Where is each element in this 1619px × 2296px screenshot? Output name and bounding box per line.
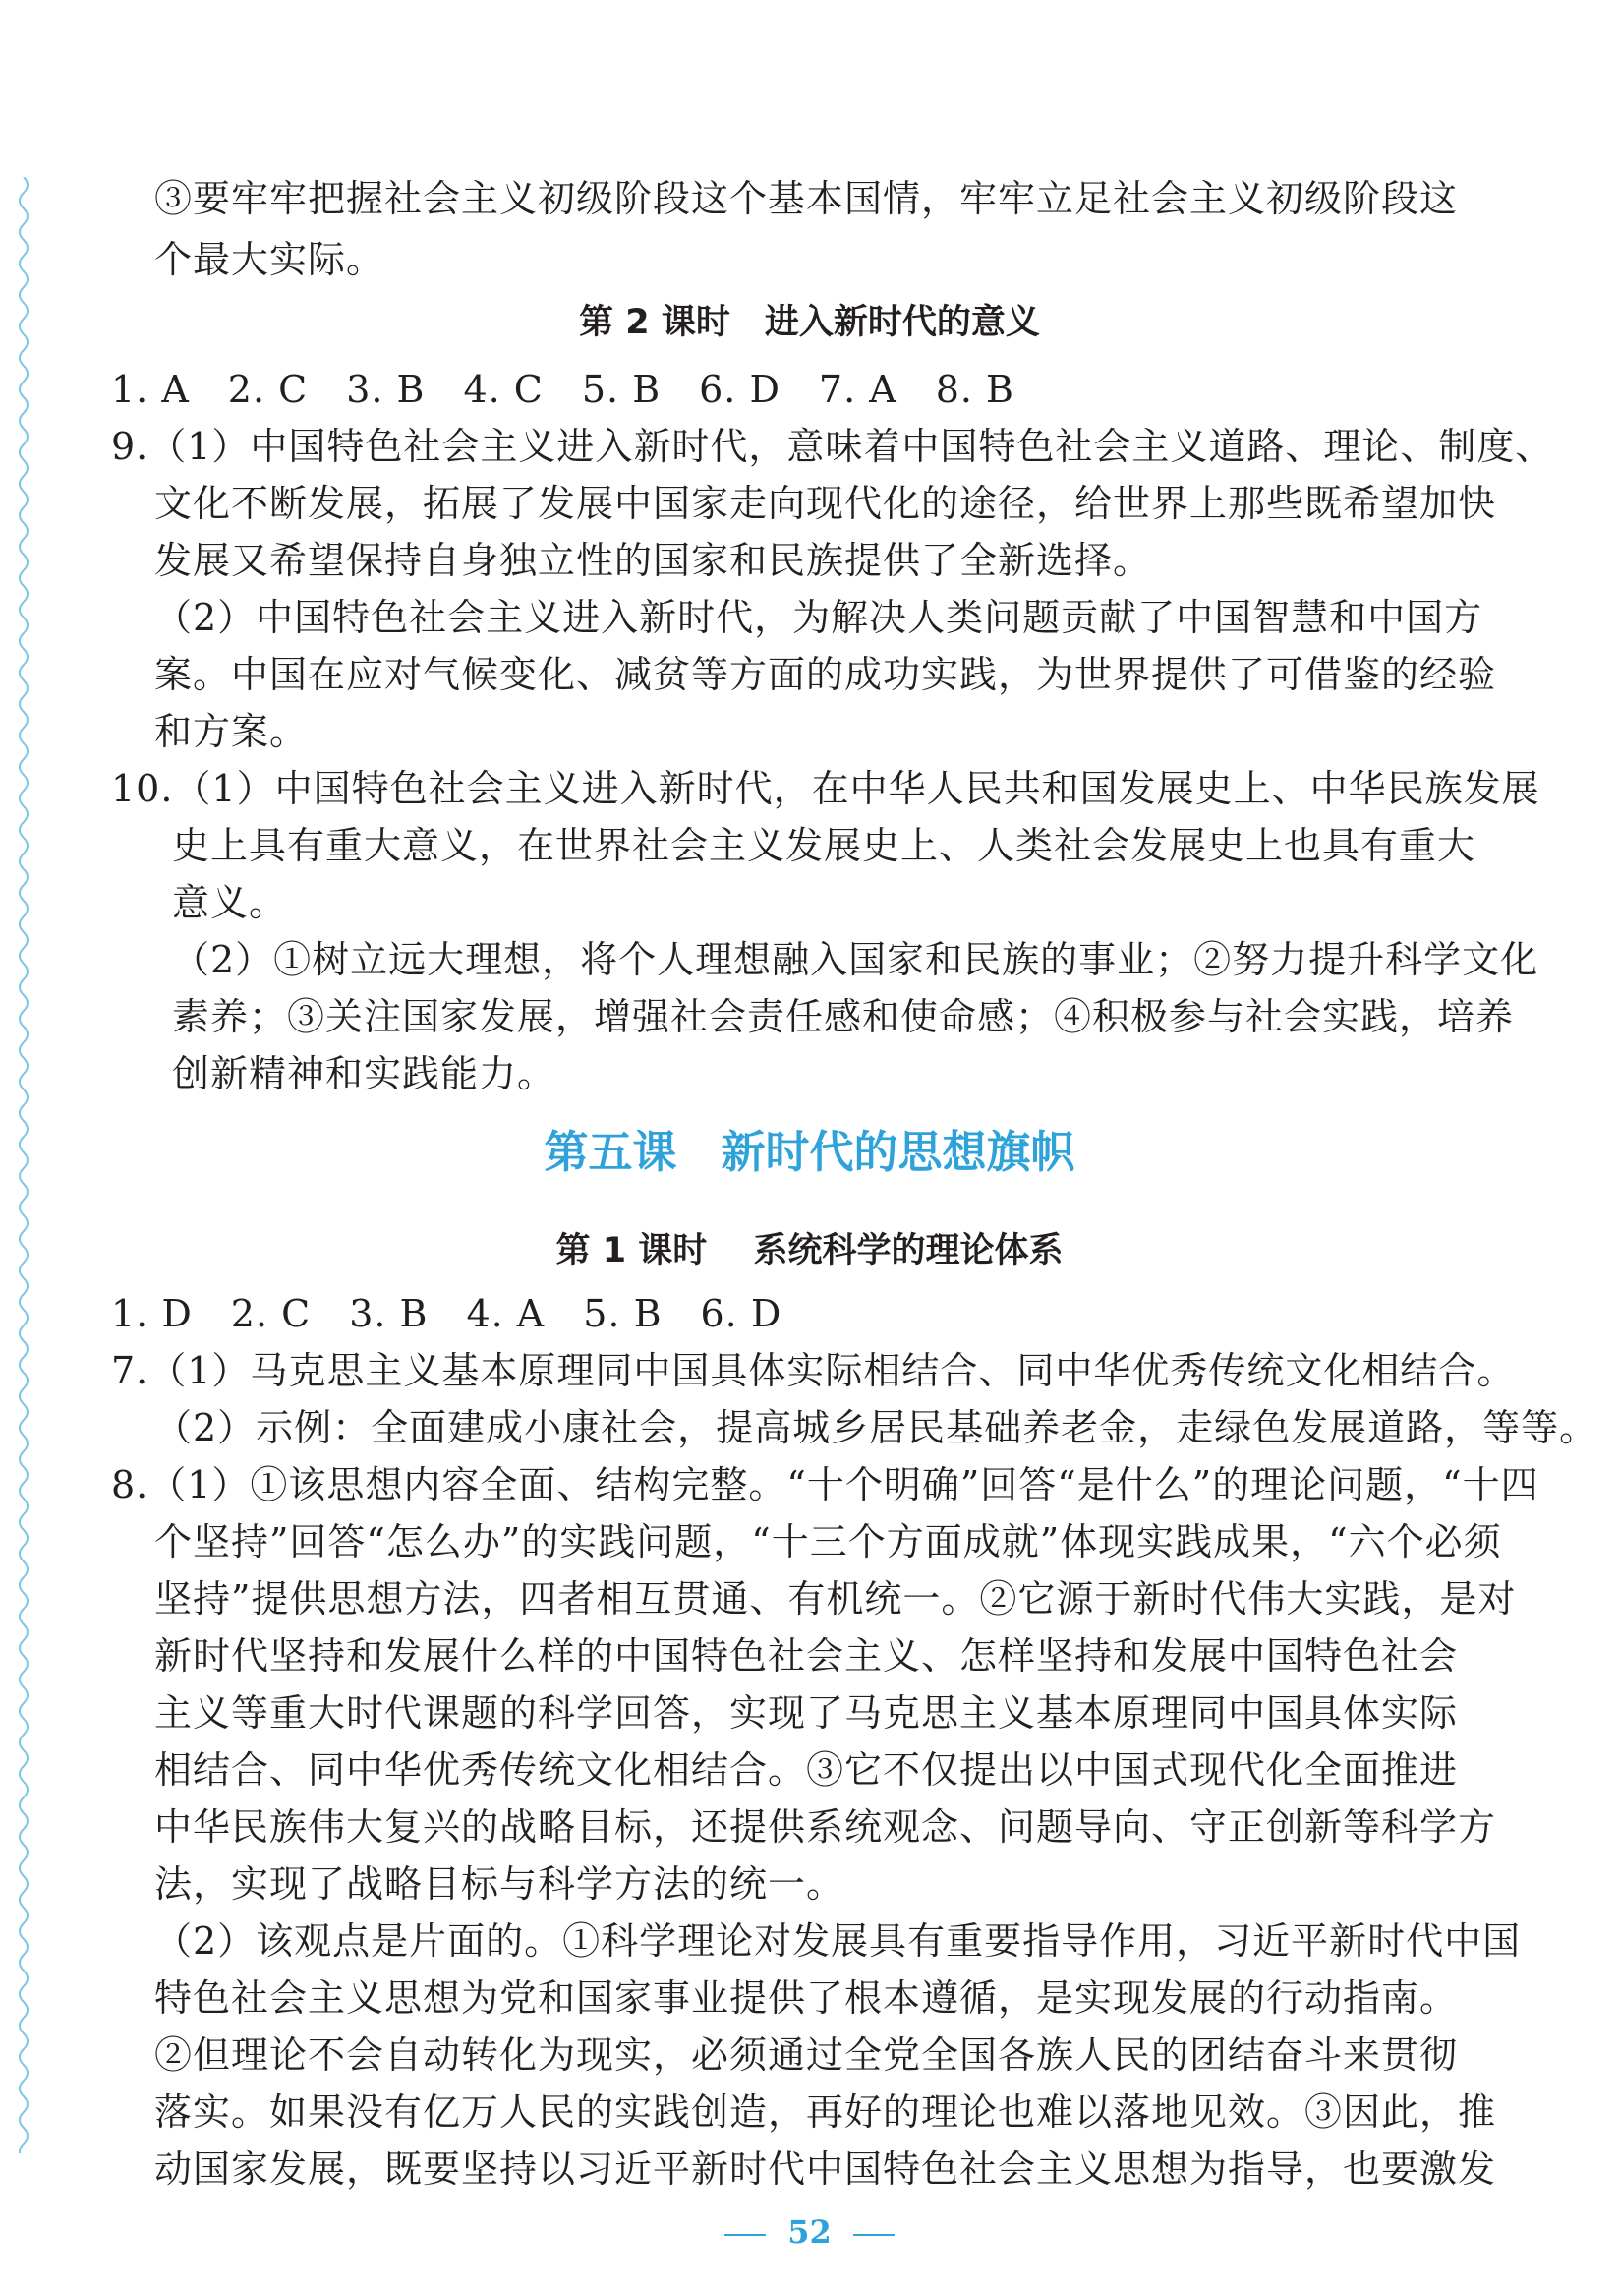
text-line: 相结合、同中华优秀传统文化相结合。③它不仅提出以中国式现代化全面推进 <box>154 1748 1459 1792</box>
text-line: 坚持”提供思想方法，四者相互贯通、有机统一。②它源于新时代伟大实践，是对 <box>154 1577 1517 1620</box>
text-line: 素养；③关注国家发展，增强社会责任感和使命感；④积极参与社会实践，培养 <box>172 995 1515 1038</box>
text-line: 发展又希望保持自身独立性的国家和民族提供了全新选择。 <box>154 539 1152 582</box>
text-line: 史上具有重大意义，在世界社会主义发展史上、人类社会发展史上也具有重大 <box>172 824 1476 867</box>
text-line: （2）该观点是片面的。①科学理论对发展具有重要指导作用，习近平新时代中国 <box>154 1919 1522 1963</box>
page-footer <box>0 2212 1619 2252</box>
answer-line: 1. D 2. C 3. B 4. A 5. B 6. D <box>111 1292 782 1335</box>
text-line: 9.（1）中国特色社会主义进入新时代，意味着中国特色社会主义道路、理论、制度、 <box>111 425 1554 468</box>
text-line: 中华民族伟大复兴的战略目标，还提供系统观念、问题导向、守正创新等科学方 <box>154 1805 1497 1849</box>
text-line: 意义。 <box>172 881 288 924</box>
text-line: 7.（1）马克思主义基本原理同中国具体实际相结合、同中华优秀传统文化相结合。 <box>111 1349 1516 1392</box>
text-line: （2）中国特色社会主义进入新时代，为解决人类问题贡献了中国智慧和中国方 <box>154 596 1483 639</box>
section-heading: 第 2 课时 进入新时代的意义 <box>579 303 1040 342</box>
text-line: 落实。如果没有亿万人民的实践创造，再好的理论也难以落地见效。③因此，推 <box>154 2090 1497 2134</box>
lesson-title: 第五课 新时代的思想旗帜 <box>544 1126 1075 1178</box>
text-line: （2）①树立远大理想，将个人理想融入国家和民族的事业；②努力提升科学文化 <box>172 938 1539 981</box>
footer-dash-left <box>724 2234 766 2236</box>
text-line: 主义等重大时代课题的科学回答，实现了马克思主义基本原理同中国具体实际 <box>154 1691 1459 1735</box>
text-line: 法，实现了战略目标与科学方法的统一。 <box>154 1862 845 1906</box>
text-line: 文化不断发展，拓展了发展中国家走向现代化的途径，给世界上那些既希望加快 <box>154 482 1497 525</box>
text-line: 动国家发展，既要坚持以习近平新时代中国特色社会主义思想为指导，也要激发 <box>154 2148 1497 2191</box>
text-line: ③要牢牢把握社会主义初级阶段这个基本国情，牢牢立足社会主义初级阶段这 <box>154 177 1459 220</box>
text-line: 案。中国在应对气候变化、减贫等方面的成功实践，为世界提供了可借鉴的经验 <box>154 653 1497 696</box>
answer-line: 1. A 2. C 3. B 4. C 5. B 6. D 7. A 8. B <box>111 368 1014 411</box>
footer-dash-right <box>853 2234 895 2236</box>
text-line: 8.（1）①该思想内容全面、结构完整。“十个明确”回答“是什么”的理论问题，“十四 <box>111 1463 1539 1506</box>
text-line: 新时代坚持和发展什么样的中国特色社会主义、怎样坚持和发展中国特色社会 <box>154 1634 1459 1678</box>
text-line: 个最大实际。 <box>154 238 385 281</box>
text-line: 个坚持”回答“怎么办”的实践问题，“十三个方面成就”体现实践成果，“六个必须 <box>154 1520 1502 1563</box>
text-line: （2）示例：全面建成小康社会，提高城乡居民基础养老金，走绿色发展道路，等等。 <box>154 1406 1598 1449</box>
text-line: 特色社会主义思想为党和国家事业提供了根本遵循，是实现发展的行动指南。 <box>154 1976 1459 2020</box>
text-line: 和方案。 <box>154 710 309 753</box>
page-number: 52 <box>787 2213 832 2251</box>
text-line: 10.（1）中国特色社会主义进入新时代，在中华人民共和国发展史上、中华民族发展 <box>111 767 1540 810</box>
text-line: ②但理论不会自动转化为现实，必须通过全党全国各族人民的团结奋斗来贯彻 <box>154 2033 1459 2077</box>
section-heading: 第 1 课时 系统科学的理论体系 <box>555 1231 1064 1270</box>
text-line: 创新精神和实践能力。 <box>172 1052 556 1095</box>
